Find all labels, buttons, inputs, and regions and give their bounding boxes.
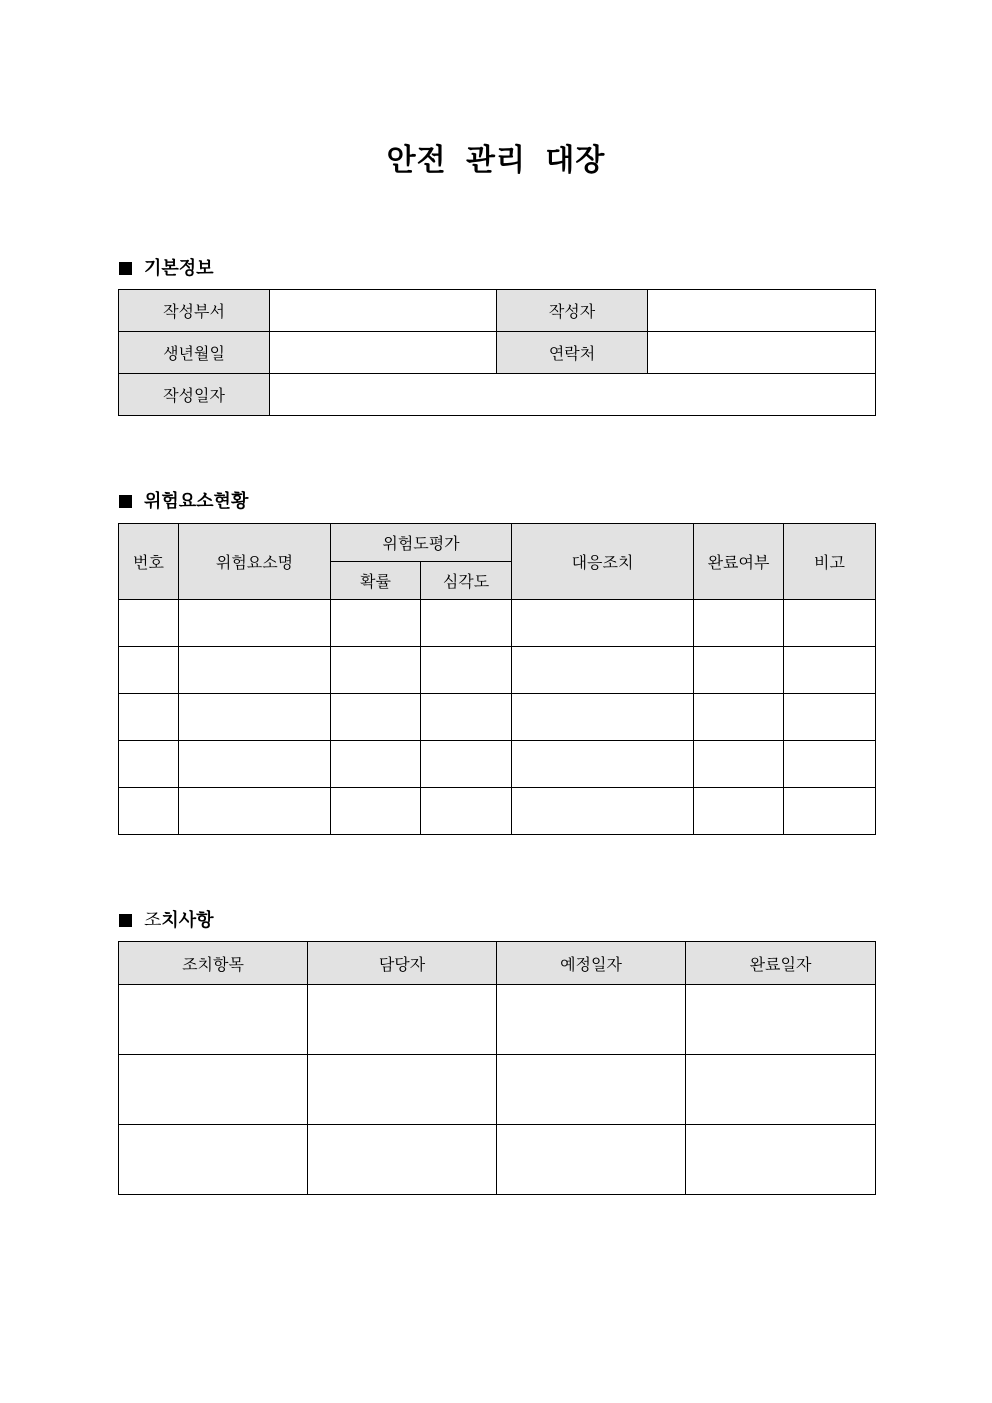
author-field[interactable] — [648, 290, 876, 332]
birthdate-field[interactable] — [270, 332, 497, 374]
table-cell[interactable] — [694, 600, 784, 647]
basic-info-table — [118, 289, 876, 416]
table-header-row — [119, 942, 876, 985]
table-cell[interactable] — [179, 788, 331, 835]
table-cell[interactable] — [784, 741, 876, 788]
table-row — [119, 600, 876, 647]
table-row — [119, 985, 876, 1055]
table-cell[interactable] — [421, 741, 512, 788]
header-cell: 번호 — [119, 524, 179, 600]
table-cell[interactable] — [308, 985, 497, 1055]
table-cell[interactable] — [331, 741, 421, 788]
table-cell[interactable] — [784, 600, 876, 647]
table-row — [119, 741, 876, 788]
table-cell[interactable] — [308, 1125, 497, 1195]
table-cell[interactable] — [512, 788, 694, 835]
table-cell[interactable] — [421, 788, 512, 835]
table-cell[interactable] — [119, 600, 179, 647]
table-cell[interactable] — [497, 985, 686, 1055]
table-cell[interactable] — [331, 788, 421, 835]
table-row — [119, 647, 876, 694]
table-cell[interactable] — [119, 694, 179, 741]
table-cell[interactable] — [497, 1055, 686, 1125]
table-cell[interactable] — [497, 1125, 686, 1195]
header-cell: 예정일자 — [497, 942, 686, 985]
dept-field[interactable] — [270, 290, 497, 332]
header-cell: 위험요소명 — [179, 524, 331, 600]
table-cell[interactable] — [686, 1125, 876, 1195]
table-cell[interactable] — [119, 985, 308, 1055]
table-cell[interactable] — [694, 694, 784, 741]
table-header-row — [119, 524, 876, 562]
table-cell[interactable] — [421, 600, 512, 647]
table-row — [119, 1055, 876, 1125]
table-cell[interactable] — [119, 1055, 308, 1125]
header-cell: 비고 — [784, 524, 876, 600]
table-cell[interactable] — [331, 694, 421, 741]
header-cell: 위험도평가 — [331, 524, 512, 562]
table-cell[interactable] — [119, 741, 179, 788]
table-row — [119, 694, 876, 741]
table-cell[interactable] — [784, 788, 876, 835]
section-title-rest: 치사항 — [161, 910, 214, 931]
label-cell: 연락처 — [497, 332, 648, 374]
table-cell[interactable] — [784, 694, 876, 741]
table-cell[interactable] — [694, 788, 784, 835]
label-cell: 작성일자 — [119, 374, 270, 416]
table-row — [119, 788, 876, 835]
table-cell[interactable] — [331, 647, 421, 694]
table-cell[interactable] — [694, 741, 784, 788]
section-title: 기본정보 — [144, 258, 214, 279]
label-cell: 작성부서 — [119, 290, 270, 332]
section-title-first: 조 — [144, 910, 162, 931]
table-cell[interactable] — [686, 1055, 876, 1125]
table-row — [119, 1125, 876, 1195]
header-cell: 조치항목 — [119, 942, 308, 985]
table-cell[interactable] — [179, 647, 331, 694]
table-cell[interactable] — [331, 600, 421, 647]
risk-table — [118, 523, 876, 835]
table-cell[interactable] — [512, 600, 694, 647]
section-heading-basic-info — [119, 254, 214, 280]
table-cell[interactable] — [119, 788, 179, 835]
date-field[interactable] — [270, 374, 876, 416]
page-title: 안전 관리 대장 — [386, 143, 606, 178]
table-cell[interactable] — [119, 1125, 308, 1195]
table-cell[interactable] — [119, 647, 179, 694]
header-cell: 완료일자 — [686, 942, 876, 985]
table-cell[interactable] — [421, 647, 512, 694]
section-title: 위험요소현황 — [144, 491, 249, 512]
table-cell[interactable] — [179, 741, 331, 788]
table-cell[interactable] — [686, 985, 876, 1055]
section-heading-risk — [119, 487, 248, 513]
table-cell[interactable] — [512, 647, 694, 694]
table-cell[interactable] — [694, 647, 784, 694]
square-bullet-icon — [119, 914, 132, 927]
table-cell[interactable] — [512, 741, 694, 788]
table-cell[interactable] — [179, 600, 331, 647]
table-row — [119, 332, 876, 374]
table-cell[interactable] — [421, 694, 512, 741]
contact-field[interactable] — [648, 332, 876, 374]
table-row — [119, 290, 876, 332]
table-cell[interactable] — [179, 694, 331, 741]
label-cell: 생년월일 — [119, 332, 270, 374]
header-cell: 완료여부 — [694, 524, 784, 600]
header-cell: 확률 — [331, 562, 421, 600]
square-bullet-icon — [119, 262, 132, 275]
table-cell[interactable] — [512, 694, 694, 741]
table-row — [119, 374, 876, 416]
actions-table — [118, 941, 876, 1195]
square-bullet-icon — [119, 495, 132, 508]
header-cell: 담당자 — [308, 942, 497, 985]
label-cell: 작성자 — [497, 290, 648, 332]
header-cell: 대응조치 — [512, 524, 694, 600]
section-heading-actions — [119, 906, 214, 932]
header-cell: 심각도 — [421, 562, 512, 600]
table-cell[interactable] — [308, 1055, 497, 1125]
table-cell[interactable] — [784, 647, 876, 694]
